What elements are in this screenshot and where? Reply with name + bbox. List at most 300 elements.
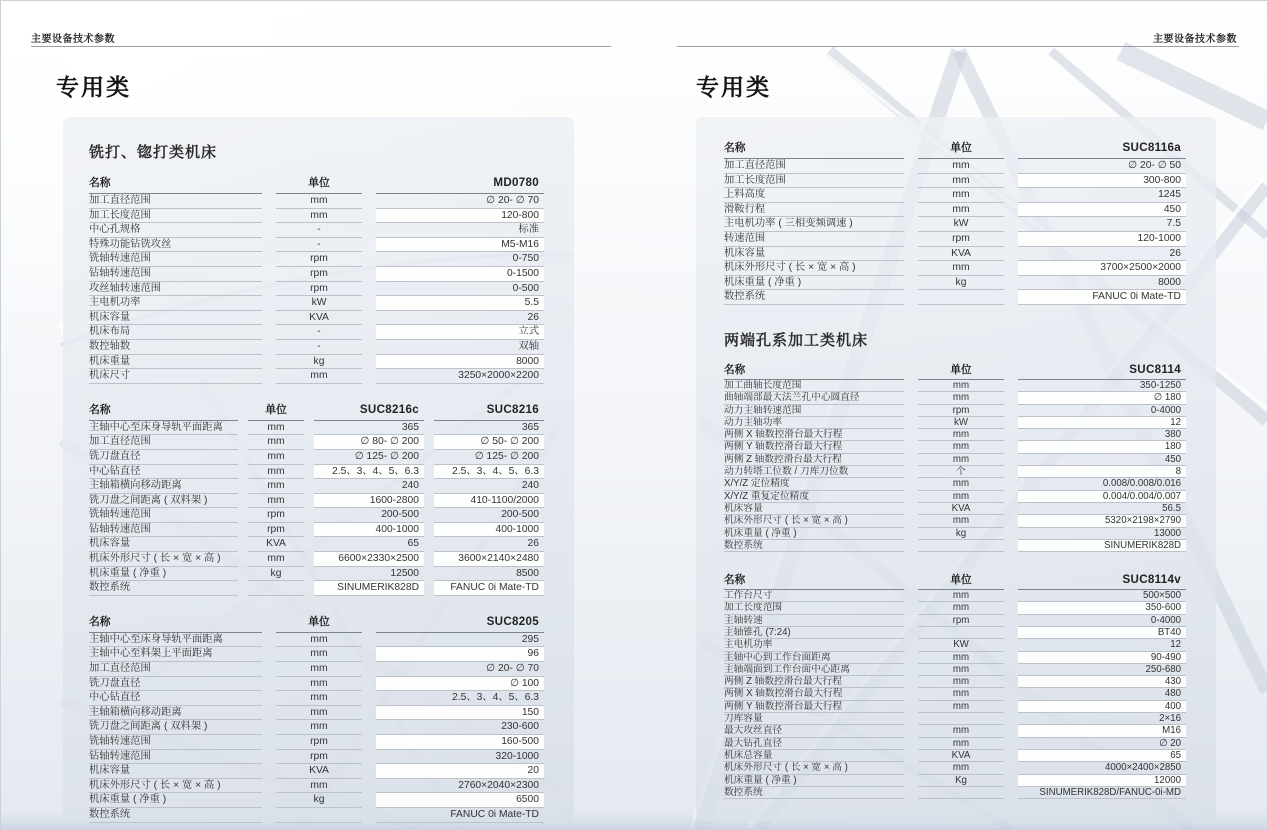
param-unit: kW (918, 417, 1004, 429)
param-value: 65 (1018, 750, 1186, 762)
table-row (724, 602, 1186, 614)
param-unit: kW (276, 296, 362, 311)
table-row (89, 808, 544, 823)
param-value: 430 (1018, 676, 1186, 688)
column-header-name: 名称 (724, 139, 904, 159)
param-value: 120-1000 (1018, 232, 1186, 247)
param-value: 12 (1018, 639, 1186, 651)
param-unit (918, 540, 1004, 552)
param-value: 4000×2400×2850 (1018, 762, 1186, 774)
param-unit: mm (248, 479, 304, 494)
param-label: 主轴中心到工作台面距离 (724, 652, 904, 664)
table-row (89, 750, 544, 765)
param-label: 中心孔规格 (89, 223, 262, 238)
table-row (89, 567, 544, 582)
param-unit: - (276, 325, 362, 340)
table-row (89, 720, 544, 735)
param-unit: mm (918, 478, 1004, 490)
table-row (89, 340, 544, 355)
param-label: 加工长度范围 (724, 602, 904, 614)
param-label: 机床重量 ( 净重 ) (724, 775, 904, 787)
column-header-model: MD0780 (376, 174, 544, 194)
param-label: 机床外形尺寸 ( 长 × 宽 × 高 ) (724, 515, 904, 527)
param-value: 26 (1018, 247, 1186, 262)
param-label: 机床重量 (89, 355, 262, 370)
param-label: 主电机功率 (89, 296, 262, 311)
table-row (724, 515, 1186, 527)
param-value: 90-490 (1018, 652, 1186, 664)
table-row (724, 392, 1186, 404)
param-value: 500×500 (1018, 590, 1186, 602)
param-value: 26 (434, 537, 544, 552)
param-label: 最大钻孔直径 (724, 738, 904, 750)
param-value: 450 (1018, 454, 1186, 466)
param-value: M16 (1018, 725, 1186, 737)
param-label: 特殊功能钻铣攻丝 (89, 238, 262, 253)
param-label: 数控系统 (724, 787, 904, 799)
page-title-left: 专用类 (56, 74, 131, 100)
param-value: 2.5、3、4、5、6.3 (376, 691, 544, 706)
param-unit: mm (918, 590, 1004, 602)
param-label: 滑鞍行程 (724, 203, 904, 218)
param-value: SINUMERIK828D (314, 581, 424, 596)
param-value: 2760×2040×2300 (376, 779, 544, 794)
column-header-name: 名称 (89, 401, 238, 421)
param-value: 120-800 (376, 209, 544, 224)
spec-table-suc8205 (89, 613, 544, 823)
param-unit: - (276, 223, 362, 238)
param-unit: kg (248, 567, 304, 582)
table-header-row (89, 174, 544, 194)
table-row (724, 762, 1186, 774)
table-row (724, 441, 1186, 453)
param-value: 320-1000 (376, 750, 544, 765)
param-unit: mm (918, 441, 1004, 453)
param-value: ∅ 125- ∅ 200 (434, 450, 544, 465)
param-unit: mm (918, 676, 1004, 688)
running-head-right (1153, 30, 1237, 45)
param-value: 12 (1018, 417, 1186, 429)
spec-panel-left (63, 117, 574, 821)
param-label: 转速范围 (724, 232, 904, 247)
param-label: 工作台尺寸 (724, 590, 904, 602)
table-header-row (724, 362, 1186, 380)
column-header-unit: 单位 (276, 174, 362, 194)
param-value: 2.5、3、4、5、6.3 (314, 465, 424, 480)
param-value: 8000 (376, 355, 544, 370)
param-label: 铣刀盘直径 (89, 677, 262, 692)
param-label: 主轴中心至床身导轨平面距离 (89, 633, 262, 648)
param-label: 最大攻丝直径 (724, 725, 904, 737)
param-unit (918, 787, 1004, 799)
param-value: 350-600 (1018, 602, 1186, 614)
param-unit: mm (918, 515, 1004, 527)
table-row (89, 552, 544, 567)
table-row (89, 465, 544, 480)
param-value: SINUMERIK828D (1018, 540, 1186, 552)
param-value: ∅ 20- ∅ 70 (376, 662, 544, 677)
param-value: 300-800 (1018, 174, 1186, 189)
table-row (89, 238, 544, 253)
param-value: FANUC 0i Mate-TD (376, 808, 544, 823)
spec-table-suc8116a (724, 139, 1186, 305)
param-unit: KVA (248, 537, 304, 552)
table-row (724, 174, 1186, 189)
param-label: 机床容量 (89, 537, 238, 552)
param-unit: KVA (276, 311, 362, 326)
param-value: ∅ 20- ∅ 70 (376, 194, 544, 209)
param-unit: mm (918, 261, 1004, 276)
param-unit: mm (918, 429, 1004, 441)
param-unit: mm (276, 720, 362, 735)
table-row (89, 311, 544, 326)
param-value: ∅ 80- ∅ 200 (314, 435, 424, 450)
param-label: 机床容量 (89, 764, 262, 779)
param-value: 立式 (376, 325, 544, 340)
spec-table-md0780 (89, 174, 544, 384)
table-row (724, 639, 1186, 651)
param-label: 两侧 Z 轴数控滑台最大行程 (724, 454, 904, 466)
param-value: 365 (434, 421, 544, 436)
param-label: 主轴锥孔 (7:24) (724, 627, 904, 639)
running-head-left (31, 30, 115, 45)
param-unit (918, 713, 1004, 725)
table-row (724, 750, 1186, 762)
param-unit: mm (918, 602, 1004, 614)
table-row (724, 380, 1186, 392)
param-label: 曲轴端部最大法兰孔中心圆直径 (724, 392, 904, 404)
param-value: 380 (1018, 429, 1186, 441)
table-row (89, 421, 544, 436)
table-row (89, 450, 544, 465)
param-value: 400-1000 (434, 523, 544, 538)
param-label: 机床外形尺寸 ( 长 × 宽 × 高 ) (724, 261, 904, 276)
param-unit: rpm (276, 750, 362, 765)
param-value: 1245 (1018, 188, 1186, 203)
param-label: 钻轴转速范围 (89, 267, 262, 282)
param-value: 160-500 (376, 735, 544, 750)
param-value: ∅ 125- ∅ 200 (314, 450, 424, 465)
param-unit: mm (918, 188, 1004, 203)
param-label: 机床重量 ( 净重 ) (724, 528, 904, 540)
table-row (89, 267, 544, 282)
table-header-row (89, 613, 544, 633)
param-unit: kW (918, 217, 1004, 232)
column-header-model: SUC8216 (434, 401, 544, 421)
param-label: 主轴端面到工作台面中心距离 (724, 664, 904, 676)
table-row (724, 232, 1186, 247)
param-value: 65 (314, 537, 424, 552)
column-header-model: SUC8114 (1018, 362, 1186, 380)
param-value: 180 (1018, 441, 1186, 453)
column-header-unit: 单位 (918, 362, 1004, 380)
param-value: 0-4000 (1018, 615, 1186, 627)
param-unit: mm (276, 194, 362, 209)
param-unit: mm (276, 369, 362, 384)
table-row (89, 369, 544, 384)
column-header-unit: 单位 (276, 613, 362, 633)
param-unit: mm (918, 664, 1004, 676)
param-unit: mm (918, 392, 1004, 404)
param-label: 主轴箱横向移动距离 (89, 479, 238, 494)
param-unit: mm (248, 465, 304, 480)
param-unit: mm (276, 677, 362, 692)
param-label: 机床外形尺寸 ( 长 × 宽 × 高 ) (89, 552, 238, 567)
param-unit: mm (276, 662, 362, 677)
param-value: 8500 (434, 567, 544, 582)
param-unit: mm (918, 652, 1004, 664)
table-row (724, 676, 1186, 688)
param-value: 6500 (376, 793, 544, 808)
param-label: 主电机功率 (724, 639, 904, 651)
table-row (724, 590, 1186, 602)
param-unit: kg (918, 276, 1004, 291)
param-value: 96 (376, 647, 544, 662)
param-unit: KVA (276, 764, 362, 779)
param-value: 0.004/0.004/0.007 (1018, 491, 1186, 503)
param-label: 加工长度范围 (89, 209, 262, 224)
param-value: 200-500 (434, 508, 544, 523)
column-header-model: SUC8205 (376, 613, 544, 633)
param-value: 双轴 (376, 340, 544, 355)
table-row (724, 478, 1186, 490)
param-unit: rpm (918, 405, 1004, 417)
param-label: 两侧 X 轴数控滑台最大行程 (724, 688, 904, 700)
table-row (724, 725, 1186, 737)
param-unit: Kg (918, 775, 1004, 787)
param-unit (276, 808, 362, 823)
param-value: 240 (434, 479, 544, 494)
section-title-two-end-hole-machines: 两端孔系加工类机床 (724, 331, 869, 349)
param-value: 5.5 (376, 296, 544, 311)
param-label: 加工直径范围 (89, 662, 262, 677)
param-unit: mm (248, 494, 304, 509)
param-label: 机床容量 (724, 503, 904, 515)
param-unit: kg (276, 355, 362, 370)
table-row (724, 701, 1186, 713)
table-row (724, 528, 1186, 540)
param-label: 铣刀盘直径 (89, 450, 238, 465)
table-row (89, 647, 544, 662)
param-value: 3250×2000×2200 (376, 369, 544, 384)
table-row (89, 537, 544, 552)
param-value: 200-500 (314, 508, 424, 523)
table-row (724, 688, 1186, 700)
param-value: 365 (314, 421, 424, 436)
table-row (89, 764, 544, 779)
param-label: 动力主轴转速范围 (724, 405, 904, 417)
param-unit: rpm (918, 615, 1004, 627)
table-row (724, 290, 1186, 305)
param-label: 加工直径范围 (89, 194, 262, 209)
param-label: 铣轴转速范围 (89, 508, 238, 523)
param-unit: mm (276, 706, 362, 721)
param-value: 2.5、3、4、5、6.3 (434, 465, 544, 480)
table-row (724, 466, 1186, 478)
param-label: 机床容量 (724, 247, 904, 262)
table-row (89, 508, 544, 523)
param-unit: rpm (276, 282, 362, 297)
spec-table-suc8114 (724, 362, 1186, 552)
param-value: 2×16 (1018, 713, 1186, 725)
param-unit: rpm (276, 267, 362, 282)
param-value: FANUC 0i Mate-TD (434, 581, 544, 596)
table-row (89, 691, 544, 706)
param-value: 250-680 (1018, 664, 1186, 676)
column-header-unit: 单位 (248, 401, 304, 421)
table-row (724, 503, 1186, 515)
param-unit: KVA (918, 503, 1004, 515)
param-label: 数控轴数 (89, 340, 262, 355)
spec-panel-right (696, 117, 1216, 821)
column-header-name: 名称 (724, 572, 904, 590)
param-label: 钻轴转速范围 (89, 750, 262, 765)
param-unit: 个 (918, 466, 1004, 478)
table-row (89, 435, 544, 450)
param-unit: rpm (276, 252, 362, 267)
param-value: 3600×2140×2480 (434, 552, 544, 567)
param-label: 数控系统 (89, 808, 262, 823)
param-value: 7.5 (1018, 217, 1186, 232)
table-header-row (89, 401, 544, 421)
table-row (89, 479, 544, 494)
param-value: 13000 (1018, 528, 1186, 540)
table-row (89, 735, 544, 750)
table-row (724, 627, 1186, 639)
param-unit (248, 581, 304, 596)
param-unit: mm (276, 647, 362, 662)
param-unit: rpm (248, 523, 304, 538)
param-label: 上料高度 (724, 188, 904, 203)
param-unit: mm (918, 380, 1004, 392)
column-header-unit: 单位 (918, 572, 1004, 590)
column-header-name: 名称 (724, 362, 904, 380)
column-header-name: 名称 (89, 613, 262, 633)
table-row (89, 223, 544, 238)
param-unit: mm (276, 691, 362, 706)
param-value: 450 (1018, 203, 1186, 218)
param-label: 攻丝轴转速范围 (89, 282, 262, 297)
table-row (89, 296, 544, 311)
param-unit: mm (918, 701, 1004, 713)
param-value: 400 (1018, 701, 1186, 713)
spec-table-suc8114v (724, 572, 1186, 799)
table-row (724, 454, 1186, 466)
param-unit: - (276, 340, 362, 355)
param-value: 0-500 (376, 282, 544, 297)
param-label: 加工直径范围 (89, 435, 238, 450)
param-label: 两侧 Y 轴数控滑台最大行程 (724, 441, 904, 453)
table-header-row (724, 139, 1186, 159)
param-value: 480 (1018, 688, 1186, 700)
param-label: 机床重量 ( 净重 ) (89, 567, 238, 582)
param-label: 钻轴转速范围 (89, 523, 238, 538)
param-label: X/Y/Z 定位精度 (724, 478, 904, 490)
param-label: 机床外形尺寸 ( 长 × 宽 × 高 ) (724, 762, 904, 774)
table-row (724, 217, 1186, 232)
page-title-right: 专用类 (696, 74, 771, 100)
param-value: ∅ 20- ∅ 50 (1018, 159, 1186, 174)
table-row (724, 738, 1186, 750)
param-label: 数控系统 (724, 540, 904, 552)
param-label: 两侧 Z 轴数控滑台最大行程 (724, 676, 904, 688)
param-unit: mm (248, 435, 304, 450)
param-value: 26 (376, 311, 544, 326)
table-row (89, 252, 544, 267)
table-row (724, 429, 1186, 441)
param-label: 铣刀盘之间距离 ( 双料架 ) (89, 494, 238, 509)
param-label: 机床布局 (89, 325, 262, 340)
param-label: 主轴转速 (724, 615, 904, 627)
param-unit: mm (276, 633, 362, 648)
param-unit: mm (918, 491, 1004, 503)
param-value: 8 (1018, 466, 1186, 478)
param-label: 机床尺寸 (89, 369, 262, 384)
table-row (89, 677, 544, 692)
param-label: 中心钻直径 (89, 691, 262, 706)
param-unit: rpm (248, 508, 304, 523)
param-label: 两侧 X 轴数控滑台最大行程 (724, 429, 904, 441)
param-value: ∅ 20 (1018, 738, 1186, 750)
param-value: 6600×2330×2500 (314, 552, 424, 567)
param-unit: KVA (918, 247, 1004, 262)
param-value: ∅ 50- ∅ 200 (434, 435, 544, 450)
table-row (724, 261, 1186, 276)
param-value: 5320×2198×2790 (1018, 515, 1186, 527)
param-value: SINUMERIK828D/FANUC-0i-MD (1018, 787, 1186, 799)
table-row (89, 282, 544, 297)
param-unit: kg (276, 793, 362, 808)
column-header-name: 名称 (89, 174, 262, 194)
param-unit: mm (248, 450, 304, 465)
param-label: 铣轴转速范围 (89, 735, 262, 750)
table-row (89, 581, 544, 596)
table-row (724, 615, 1186, 627)
param-value: 150 (376, 706, 544, 721)
param-label: 机床重量 ( 净重 ) (89, 793, 262, 808)
spec-table-suc8216c-suc8216 (89, 401, 544, 596)
param-unit: mm (918, 738, 1004, 750)
param-unit: mm (276, 209, 362, 224)
table-row (89, 662, 544, 677)
table-row (724, 203, 1186, 218)
param-value: 0-750 (376, 252, 544, 267)
table-row (89, 793, 544, 808)
column-header-model: SUC8114v (1018, 572, 1186, 590)
param-unit: rpm (276, 735, 362, 750)
param-value: 350-1250 (1018, 380, 1186, 392)
param-unit: mm (918, 174, 1004, 189)
param-value: 56.5 (1018, 503, 1186, 515)
param-unit: KW (918, 639, 1004, 651)
param-value: 12500 (314, 567, 424, 582)
table-row (724, 417, 1186, 429)
param-label: 中心钻直径 (89, 465, 238, 480)
param-value: FANUC 0i Mate-TD (1018, 290, 1186, 305)
param-value: BT40 (1018, 627, 1186, 639)
table-row (724, 159, 1186, 174)
param-value: 0.008/0.008/0.016 (1018, 478, 1186, 490)
param-value: 标准 (376, 223, 544, 238)
table-row (724, 787, 1186, 799)
param-unit: mm (248, 552, 304, 567)
param-label: 铣刀盘之间距离 ( 双料架 ) (89, 720, 262, 735)
column-header-model: SUC8216c (314, 401, 424, 421)
param-label: 主轴中心至床身导轨平面距离 (89, 421, 238, 436)
param-label: 数控系统 (724, 290, 904, 305)
param-value: 3700×2500×2000 (1018, 261, 1186, 276)
param-value: 0-1500 (376, 267, 544, 282)
